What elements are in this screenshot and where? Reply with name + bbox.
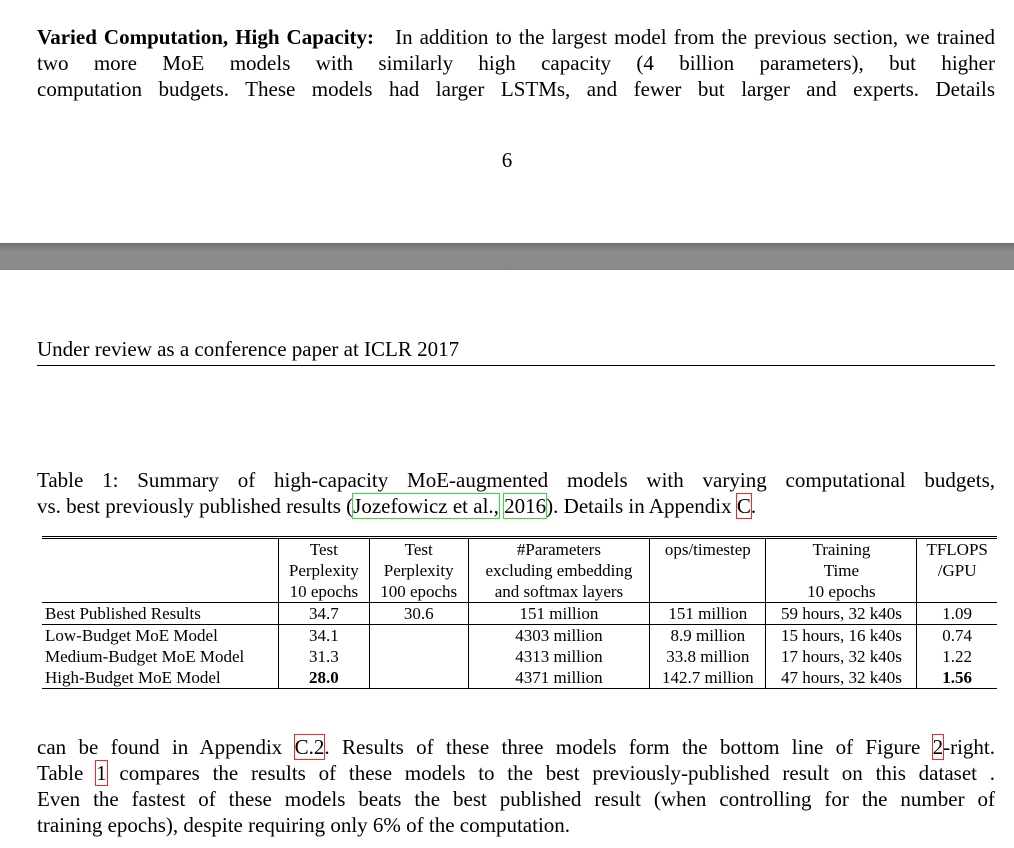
results-table — [42, 536, 997, 689]
body-line-2: Table 1 compares the results of these models to the best previously-published result on this dataset . — [37, 761, 995, 785]
table-1-link[interactable]: 1 — [96, 761, 107, 785]
table-row: High-Budget MoE Model 28.0 4371 million 142.7 million 47 hours, 32 k40s 1.56 — [42, 667, 997, 689]
table-header-row: Perplexity Perplexity excluding embedding Time /GPU — [42, 560, 997, 581]
body-line-3: Even the fastest of these models beats the best published result (when controlling for the number of — [37, 787, 995, 811]
table-row: Medium-Budget MoE Model 31.3 4313 million 33.8 million 17 hours, 32 k40s 1.22 — [42, 646, 997, 667]
page-number: 6 — [501, 148, 513, 172]
body-line-4: training epochs), despite requiring only 6% of the computation. — [37, 813, 571, 837]
page1-paragraph: Varied Computation, High Capacity: In addition to the largest model from the previous section, we trained two more MoE models with similarly high capacity (4 billion parameters), but higher — [37, 25, 995, 75]
paragraph-heading: Varied Computation, High Capacity: — [37, 25, 375, 49]
page-separator — [0, 243, 1014, 270]
figure-2-link[interactable]: 2 — [932, 735, 944, 759]
table-row: Best Published Results 34.7 30.6 151 million 151 million 59 hours, 32 k40s 1.09 — [42, 603, 997, 625]
appendix-c2-link[interactable]: C.2 — [294, 735, 325, 759]
page1-paragraph-last: computation budgets. These models had larger LSTMs, and fewer but larger and experts. Details — [37, 77, 995, 101]
table-row: Low-Budget MoE Model 34.1 4303 million 8.9 million 15 hours, 16 k40s 0.74 — [42, 625, 997, 647]
body-line-1: can be found in Appendix C.2. Results of these three models form the bottom line of Figure 2-right. — [37, 735, 996, 759]
table-caption-line2: vs. best previously published results (Jozefowicz et al., 2016). Details in Appendix C. — [37, 494, 757, 518]
table-caption: Table 1: Summary of high-capacity MoE-augmented models with varying computational budgets, — [37, 468, 995, 492]
citation-link-author[interactable]: Jozefowicz et al., — [353, 494, 499, 518]
appendix-link[interactable]: C — [736, 494, 751, 518]
citation-link-year[interactable]: 2016 — [504, 494, 547, 518]
table-header-row: Test Test #Parameters ops/timestep Training TFLOPS — [42, 538, 997, 561]
running-header: Under review as a conference paper at ICLR 2017 — [37, 337, 995, 366]
table-header-row: 10 epochs 100 epochs and softmax layers 10 epochs — [42, 581, 997, 603]
